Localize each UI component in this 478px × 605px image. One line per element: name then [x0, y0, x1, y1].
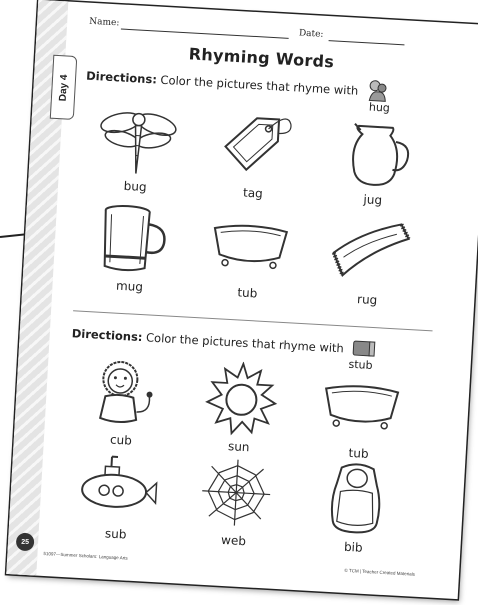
- directions-2: [71, 326, 344, 355]
- name-label: Name:: [88, 16, 120, 29]
- word-label: sub: [104, 526, 127, 542]
- lion-cub-icon: [82, 353, 166, 432]
- worksheet-page: [6, 0, 478, 599]
- bib-icon: [314, 460, 398, 539]
- picture-item: [311, 212, 426, 318]
- picture-item: [317, 112, 432, 218]
- directions-1-bold: Directions:: [85, 68, 158, 87]
- word-label: bug: [123, 178, 147, 195]
- target-word-1: hug: [368, 100, 391, 115]
- picture-item: [178, 453, 293, 559]
- page-number: 25: [21, 538, 30, 546]
- word-label: sun: [227, 439, 250, 455]
- picture-item: [183, 359, 298, 465]
- target-word-2: stub: [348, 357, 373, 373]
- word-label: bib: [343, 539, 363, 555]
- picture-item: [74, 198, 189, 304]
- day-tab: [50, 55, 78, 120]
- bathtub-icon: [319, 366, 403, 445]
- picture-item: [192, 205, 307, 311]
- word-label: tub: [348, 445, 369, 461]
- word-label: tag: [242, 185, 264, 201]
- footer-left: 51097—Summer Scholars: Language Arts: [43, 550, 128, 561]
- picture-item: [65, 352, 180, 458]
- picture-item: [303, 365, 418, 471]
- word-label: jug: [363, 192, 383, 208]
- directions-2-text: Color the pictures that rhyme with: [142, 330, 345, 356]
- day-tab-label: Day 4: [57, 73, 70, 102]
- word-label: web: [220, 532, 247, 549]
- spider-web-icon: [194, 453, 278, 532]
- footer-right: © TCM | Teacher Created Materials: [344, 567, 416, 577]
- pencil-stub-icon: [351, 338, 378, 359]
- picture-item: [197, 105, 312, 211]
- name-line: [121, 28, 289, 38]
- date-line: [329, 40, 405, 45]
- picture-item: [298, 459, 413, 565]
- word-label: cub: [109, 432, 133, 448]
- picture-item: [79, 99, 194, 205]
- word-label: rug: [356, 292, 378, 308]
- mug-icon: [90, 199, 174, 278]
- submarine-icon: [76, 447, 160, 526]
- price-tag-icon: [214, 106, 298, 185]
- directions-1: [86, 69, 359, 98]
- directions-2-bold: Directions:: [71, 326, 143, 345]
- bathtub-icon: [208, 206, 292, 285]
- page-title: Rhyming Words: [188, 44, 335, 72]
- dragonfly-icon: [96, 99, 180, 178]
- word-label: mug: [115, 278, 144, 295]
- pitcher-icon: [333, 113, 417, 192]
- sun-icon: [199, 360, 283, 439]
- word-label: tub: [237, 285, 258, 301]
- rug-icon: [328, 213, 412, 292]
- directions-1-text: Color the pictures that rhyme with: [156, 72, 359, 98]
- date-label: Date:: [298, 28, 324, 40]
- picture-item: [60, 446, 175, 552]
